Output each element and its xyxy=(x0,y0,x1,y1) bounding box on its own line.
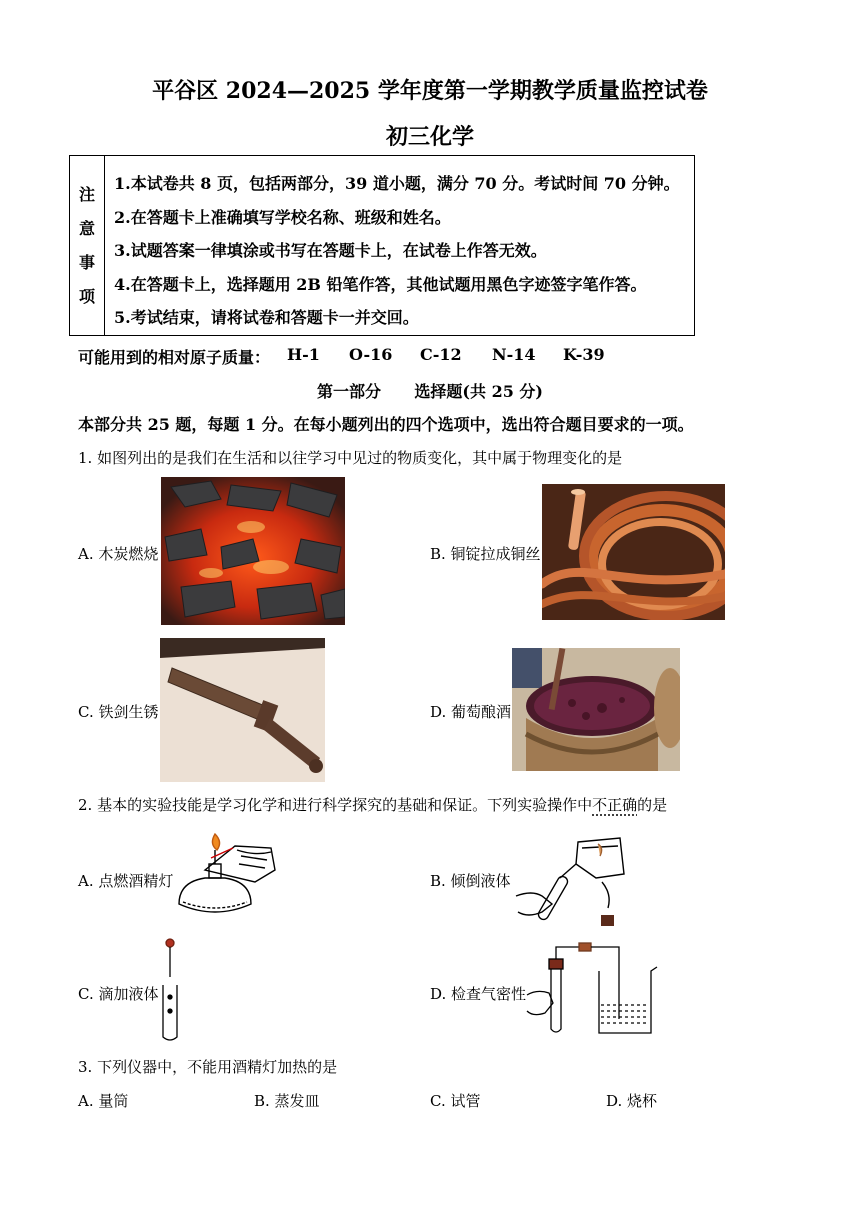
notice-side-label xyxy=(70,156,105,335)
q2-option-a: A. 点燃酒精灯 xyxy=(78,872,174,890)
q3-option-c: C. 试管 xyxy=(430,1092,481,1110)
q3-stem: 3. 下列仪器中，不能用酒精灯加热的是 xyxy=(78,1058,338,1076)
q1-option-a: A. 木炭燃烧 xyxy=(78,545,159,563)
airtightness-check-diagram xyxy=(523,937,661,1037)
notice-item: 5.考试结束，请将试卷和答题卡一并交回。 xyxy=(114,308,419,327)
q2-option-d: D. 检查气密性 xyxy=(430,985,527,1003)
atomic-mass-value: C-12 xyxy=(420,345,462,364)
q1-option-b: B. 铜锭拉成铜丝 xyxy=(430,545,541,563)
notice-item: 1.本试卷共 8 页，包括两部分，39 道小题，满分 70 分。考试时间 70 分钟。 xyxy=(114,174,680,193)
part-one-instruction: 本部分共 25 题，每题 1 分。在每小题列出的四个选项中，选出符合题目要求的一项。 xyxy=(78,415,694,434)
atomic-mass-value: K-39 xyxy=(563,345,605,364)
exam-title: 平谷区 2024—2025 学年度第一学期教学质量监控试卷 xyxy=(152,78,708,104)
notice-item: 3.试题答案一律填涂或书写在答题卡上，在试卷上作答无效。 xyxy=(114,241,547,260)
copper-wire-photo xyxy=(542,484,725,620)
notice-item: 2.在答题卡上准确填写学校名称、班级和姓名。 xyxy=(114,208,451,227)
q1-option-c: C. 铁剑生锈 xyxy=(78,703,159,721)
exam-subject: 初三化学 xyxy=(385,124,474,150)
q2-stem xyxy=(78,794,667,815)
notice-side-char: 意 xyxy=(78,218,95,238)
q3-option-b: B. 蒸发皿 xyxy=(254,1092,320,1110)
notice-side-char: 项 xyxy=(78,286,95,306)
rusted-sword-photo xyxy=(160,638,325,782)
notice-side-char: 注 xyxy=(78,184,95,204)
notice-side-char: 事 xyxy=(78,252,95,272)
q2-stem-before: 2. 基本的实验技能是学习化学和进行科学探究的基础和保证。下列实验操作中 xyxy=(78,796,593,814)
atomic-mass-value: N-14 xyxy=(492,345,536,364)
alcohol-lamp-diagram xyxy=(175,830,277,922)
q3-option-d: D. 烧杯 xyxy=(606,1092,658,1110)
q2-option-b: B. 倾倒液体 xyxy=(430,872,511,890)
wine-barrel-photo xyxy=(512,648,680,771)
q3-option-a: A. 量筒 xyxy=(78,1092,129,1110)
dropper-diagram xyxy=(160,937,180,1044)
atomic-mass-label: 可能用到的相对原子质量： xyxy=(78,348,271,367)
atomic-mass-value: O-16 xyxy=(349,345,393,364)
notice-item: 4.在答题卡上，选择题用 2B 铅笔作答，其他试题用黑色字迹签字笔作答。 xyxy=(114,275,647,294)
q2-stem-emph-text: 不正确 xyxy=(592,796,638,814)
pouring-liquid-diagram xyxy=(512,834,630,926)
notice-box xyxy=(69,155,695,336)
atomic-mass-value: H-1 xyxy=(287,345,320,364)
part-one-heading: 第一部分 选择题(共 25 分) xyxy=(317,382,543,401)
q1-option-d: D. 葡萄酿酒 xyxy=(430,703,512,721)
stopper-icon xyxy=(601,915,614,926)
charcoal-burning-photo xyxy=(161,477,345,625)
q2-stem-after: 的是 xyxy=(637,796,668,814)
q1-stem: 1. 如图列出的是我们在生活和以往学习中见过的物质变化，其中属于物理变化的是 xyxy=(78,449,623,467)
q2-option-c: C. 滴加液体 xyxy=(78,985,159,1003)
q2-stem-emphasis xyxy=(592,796,637,814)
